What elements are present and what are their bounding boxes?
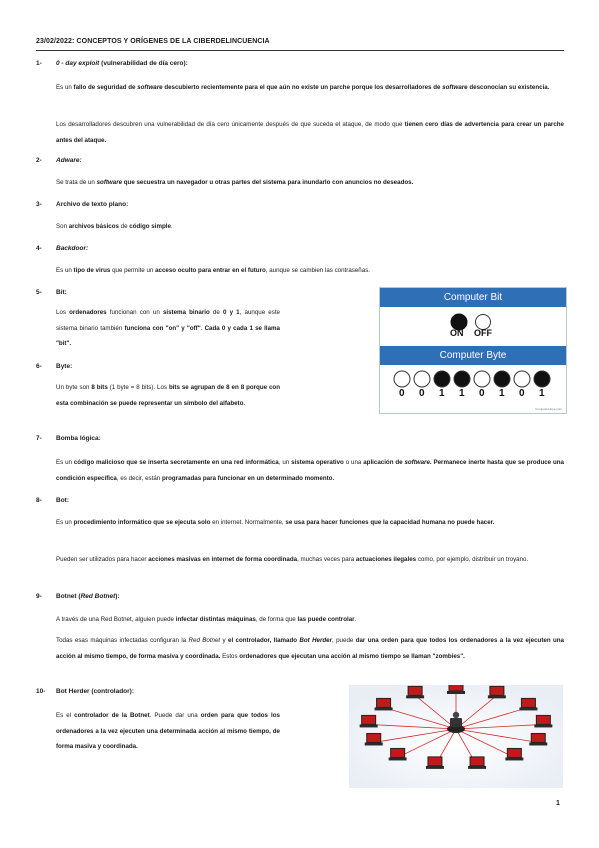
text-run: Adware: (56, 157, 82, 164)
text-run: sistema operativo (291, 459, 344, 466)
text-run: Red Botnet (188, 637, 221, 644)
text-run: el controlador, llamado (228, 637, 300, 644)
item-paragraph (56, 633, 564, 664)
text-run: funcionan con un (106, 309, 163, 316)
item-term (56, 157, 82, 164)
text-run: código malicioso que se inserta secretamente en una red informática (73, 459, 279, 466)
byte-bit-circle (474, 371, 490, 387)
laptop-icon (468, 757, 486, 769)
byte-bit-circle (414, 371, 430, 387)
item-paragraph (56, 552, 564, 568)
text-run: A través de una Red Botnet, alguien puede (56, 616, 176, 623)
text-run: descubierto recientemente para el que aún no existe un parche porque los desarrolladores de (162, 84, 443, 91)
text-run: 0 y 1 (222, 309, 240, 316)
byte-digit: 1 (459, 388, 465, 399)
text-run: acceso oculto para entrar en el futuro (155, 267, 266, 274)
text-run: Bot (56, 497, 67, 504)
text-run: programadas para funcionar en un determinado momento. (161, 474, 335, 482)
item-paragraph (56, 455, 564, 486)
text-run: aplicación de (363, 459, 405, 466)
text-run: Bomba lógica: (56, 435, 101, 442)
header-title: CONCEPTOS Y ORÍGENES DE LA CIBERDELINCUENCIA (76, 38, 270, 45)
text-run: bits se agrupan de 8 en 8 porque con esta combinación se puede representar un símbolo del alfabeto. (56, 384, 280, 407)
laptop-icon (488, 686, 506, 698)
text-run: , un (278, 459, 292, 466)
text-run: sistema binario (162, 309, 210, 316)
item-number: 9- (36, 593, 42, 600)
text-run: funciona con "on" y "off" (124, 324, 201, 332)
text-run: . (170, 223, 173, 230)
text-run: fallo de seguridad de (73, 84, 138, 91)
item-number: 10- (36, 688, 46, 695)
item-number: 7- (36, 435, 42, 442)
laptop-icon (534, 715, 552, 727)
text-run: Es un (56, 267, 74, 274)
text-run: . (200, 324, 205, 332)
laptop-icon (505, 748, 523, 760)
laptop-icon (447, 685, 465, 694)
text-run: acciones masivas en internet de forma coordinada (148, 556, 298, 563)
text-run: Es un (56, 519, 74, 526)
item-term (56, 497, 69, 504)
text-run: como, por ejemplo, distribuir un troyano. (416, 556, 529, 563)
text-run: : (64, 289, 67, 296)
byte-digit: 0 (419, 388, 425, 399)
text-run: : (70, 363, 73, 370)
text-run: las puede controlar (297, 616, 355, 623)
laptop-icon (375, 698, 393, 710)
item-number: 6- (36, 363, 42, 370)
text-run: Es un (56, 459, 74, 466)
text-run: Byte (56, 363, 71, 370)
text-run: Los (56, 309, 70, 316)
text-run: Es un (56, 84, 74, 91)
item-term (56, 245, 88, 252)
computer-byte-title: Computer Byte (380, 346, 566, 365)
text-run: Botnet (56, 593, 77, 600)
text-run: , aunque se cambien las contraseñas. (265, 267, 371, 274)
item-paragraph (56, 515, 564, 531)
off-label: OFF (474, 328, 492, 338)
bit-on-off-icon (380, 308, 566, 348)
laptop-icon (365, 733, 383, 745)
text-run: 0 - day exploit (56, 60, 100, 67)
image-credit: ComputerHope.com (535, 407, 562, 411)
item-paragraph (56, 263, 564, 279)
text-run: se usa para hacer funciones que la capacidad humana no puede hacer. (285, 519, 495, 526)
text-run: , es decir, están (116, 474, 162, 482)
byte-digit: 0 (479, 388, 485, 399)
text-run: ( (76, 593, 81, 600)
byte-digit: 1 (539, 388, 545, 399)
laptop-icon (389, 748, 407, 760)
byte-digit: 1 (439, 388, 445, 399)
item-paragraph (56, 708, 280, 755)
text-run: , muchas veces para (297, 556, 356, 563)
text-run: tienen cero días de advertencia para crear un parche antes del ataque. (56, 121, 564, 144)
text-run: Son (56, 223, 69, 230)
text-run: Es el (56, 712, 75, 719)
text-run: que secuestra un navegador u otras partes del sistema para inundarlo con anuncios no deseados. (122, 179, 414, 186)
text-run: software (137, 84, 163, 91)
text-run: software (96, 179, 123, 186)
item-term (56, 688, 134, 695)
item-paragraph (56, 380, 280, 411)
byte-bit-circle (394, 371, 410, 387)
botnet-network-image (349, 685, 563, 788)
byte-bit-circle (494, 371, 510, 387)
item-paragraph (56, 612, 564, 628)
laptop-icon (406, 686, 424, 698)
text-run: ordenadores que ejecutan una acción al mismo tiempo se llaman "zombies". (239, 652, 465, 660)
item-paragraph (56, 117, 564, 148)
text-run: Red Botnet (80, 593, 116, 600)
text-run: , de forma que (255, 616, 298, 623)
byte-digit: 1 (499, 388, 505, 399)
text-run: Bit (56, 289, 65, 296)
page-header: 23/02/2022: CONCEPTOS Y ORÍGENES DE LA CIBERDELINCUENCIA (36, 38, 270, 45)
text-run: o una (343, 459, 364, 466)
text-run: Archivo de texto plano (56, 201, 127, 208)
text-run: dar una orden para que todos los ordenadores a la vez ejecuten una acción al mismo tiempo, de forma masiva y coordinada. (56, 637, 564, 660)
text-run: 8 bits (91, 384, 108, 391)
text-run: . (354, 616, 357, 623)
laptop-icon (360, 715, 378, 727)
header-date: 23/02/2022 (36, 38, 73, 45)
text-run: tipo de virus (73, 267, 111, 274)
text-run: infectar distintas máquinas (175, 616, 256, 623)
item-number: 2- (36, 157, 42, 164)
text-run: orden para que todos los ordenadores a la vez ejecuten una determinada acción al mismo tiempo, de forma masiva y coordinada. (56, 712, 280, 750)
item-term (56, 363, 72, 370)
text-run: Los desarrolladores descubren una vulnerabilidad de día cero únicamente después de que suceda el ataque, de modo que (56, 121, 405, 128)
byte-digit: 0 (399, 388, 405, 399)
text-run: Bot Herder (299, 637, 333, 644)
text-run: de (209, 309, 223, 316)
text-run: archivos básicos (68, 223, 119, 230)
page-number: 1 (556, 800, 560, 807)
item-number: 5- (36, 289, 42, 296)
text-run: procedimiento informático que se ejecuta solo (73, 519, 211, 526)
laptop-icon (426, 757, 444, 769)
item-number: 8- (36, 497, 42, 504)
header-divider (36, 50, 564, 51)
text-run: Estos (220, 652, 240, 660)
text-run: software (404, 459, 430, 466)
byte-digit: 0 (519, 388, 525, 399)
text-run: Todas esas máquinas infectadas configuran la (56, 637, 189, 644)
text-run: (1 byte = 8 bits). Los (107, 384, 169, 391)
text-run: , puede (332, 637, 356, 644)
item-term (56, 289, 67, 296)
computer-bit-byte-image (379, 287, 567, 414)
text-run: Cada 0 y cada 1 se llama "bit". (56, 324, 281, 347)
text-run: de (118, 223, 130, 230)
item-number: 3- (36, 201, 42, 208)
text-run: : (126, 201, 129, 208)
text-run: ): (115, 593, 120, 600)
text-run: controlador de la Botnet (74, 712, 150, 719)
item-term (56, 435, 101, 442)
computer-bit-title: Computer Bit (380, 288, 566, 307)
text-run: . Puede dar una (149, 712, 201, 719)
text-run: Pueden ser utilizados para hacer (56, 556, 149, 563)
text-run: que permite un (110, 267, 156, 274)
laptop-icon (519, 698, 537, 710)
laptop-icon (529, 733, 547, 745)
text-run: Bot Herder (56, 688, 90, 695)
text-run: actuaciones ilegales (355, 556, 417, 563)
item-term (56, 201, 128, 208)
byte-bit-circle (454, 371, 470, 387)
byte-bit-circle (434, 371, 450, 387)
text-run: desconocían su existencia. (467, 84, 550, 91)
item-number: 4- (36, 245, 42, 252)
text-run: Un byte son (56, 384, 92, 391)
text-run: : (66, 497, 70, 504)
byte-bit-circle (514, 371, 530, 387)
item-paragraph (56, 305, 280, 352)
text-run: , aunque este sistema binario también (56, 309, 280, 332)
item-term (56, 60, 188, 67)
text-run: . Permanece inerte hasta que se produce una condición específica (56, 459, 564, 482)
item-paragraph (56, 80, 564, 96)
text-run: (controlador): (89, 688, 135, 695)
text-run: y (220, 637, 228, 644)
text-run: código simple (129, 223, 171, 230)
item-paragraph (56, 219, 564, 235)
text-run: ordenadores (69, 309, 107, 316)
item-paragraph (56, 175, 564, 191)
text-run: software (442, 84, 468, 91)
text-run: en internet. Normalmente, (210, 519, 286, 526)
text-run: (vulnerabilidad de día cero): (99, 60, 188, 67)
item-number: 1- (36, 60, 42, 67)
byte-bit-circle (534, 371, 550, 387)
item-term (56, 593, 120, 600)
on-label: ON (450, 328, 464, 338)
text-run: Se trata de un (56, 179, 97, 186)
text-run: Backdoor: (56, 245, 89, 252)
